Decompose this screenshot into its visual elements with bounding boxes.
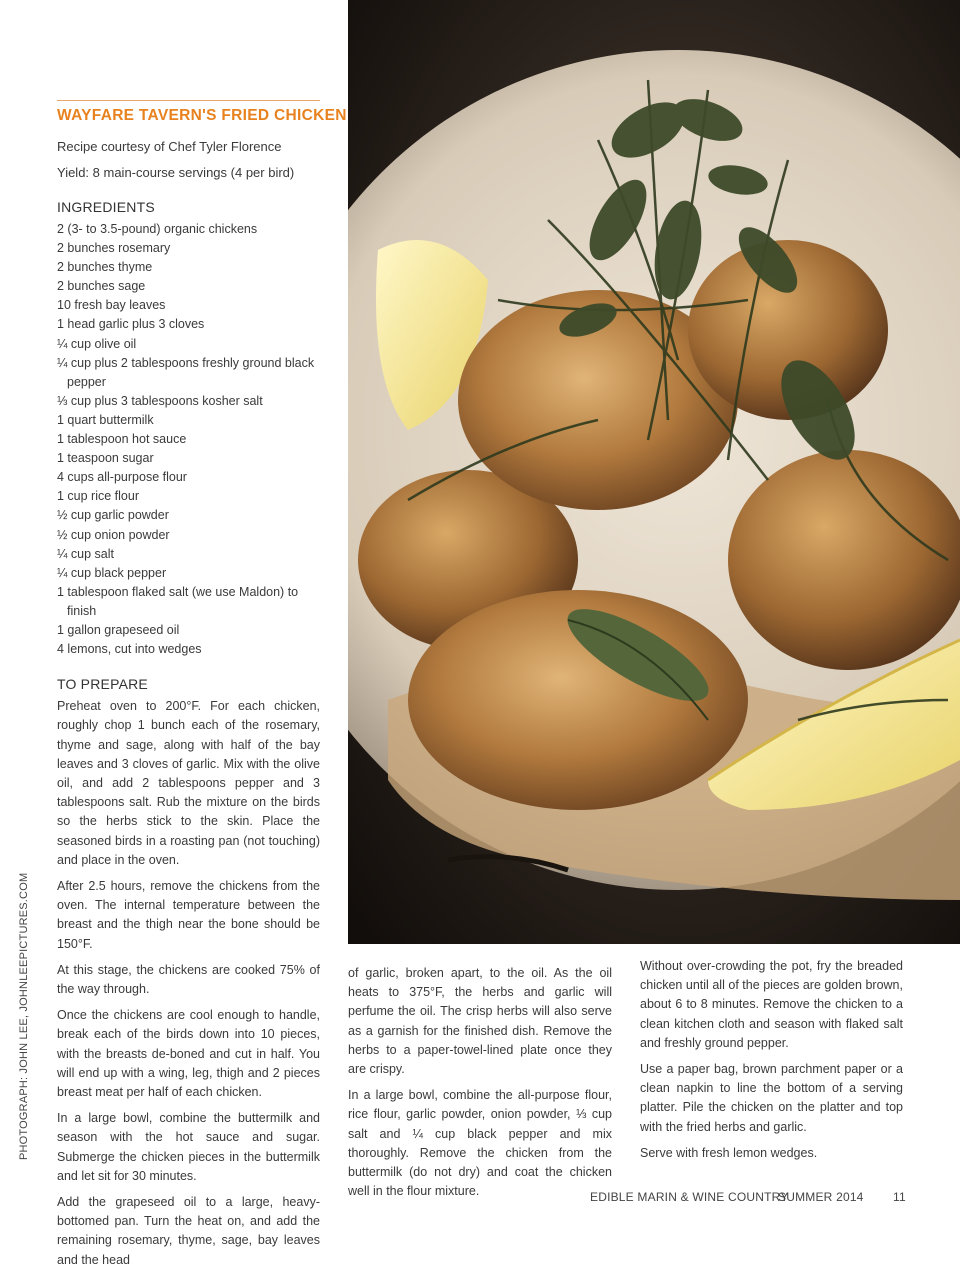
- ingredient-item: ¼ cup black pepper: [57, 565, 167, 580]
- step-paragraph: Preheat oven to 200°F. For each chicken, roughly chop 1 bunch each of the rosemary, thyme and sage, along with half of the bay leaves and 3 cloves of garlic. Mix with the olive oil, and add 2 tablespoons pepper and 3 tablespoons salt. Rub the mixture on the birds so the herbs stick to the skin. Place the seasoned birds in a roasting pan (not touching) and place in the oven.: [57, 699, 320, 867]
- title-rule: [57, 100, 320, 101]
- recipe-courtesy: Recipe courtesy of Chef Tyler Florence: [57, 139, 282, 154]
- ingredient-item: ¼ cup olive oil: [57, 336, 137, 351]
- step-paragraph: Use a paper bag, brown parchment paper or a clean napkin to line the bottom of a serving platter. Pile the chicken on the platter and top with the fried herbs and garlic.: [640, 1062, 903, 1134]
- ingredients-heading: INGREDIENTS: [57, 199, 155, 215]
- step-paragraph: Once the chickens are cool enough to handle, break each of the birds down into 10 pieces, with the breasts de-boned and cut in half. You will end up with a wing, leg, thigh and 2 pieces breast meat per half of each chicken.: [57, 1008, 320, 1100]
- ingredient-item: 1 tablespoon flaked salt (we use Maldon) to finish: [57, 584, 299, 618]
- ingredient-item: 1 head garlic plus 3 cloves: [57, 317, 205, 332]
- ingredient-item: 1 gallon grapeseed oil: [57, 622, 180, 637]
- ingredient-item: ½ cup garlic powder: [57, 508, 169, 523]
- ingredient-item: 1 cup rice flour: [57, 489, 139, 504]
- step-paragraph: of garlic, broken apart, to the oil. As the oil heats to 375°F, the herbs and garlic will perfume the oil. The crisp herbs will also serve as a garnish for the finished dish. Remove the herbs to a paper-towel-lined plate once they are crispy.: [348, 966, 612, 1077]
- ingredient-item: ¼ cup plus 2 tablespoons freshly ground black pepper: [57, 355, 315, 389]
- ingredient-item: ¼ cup salt: [57, 546, 114, 561]
- step-paragraph: Serve with fresh lemon wedges.: [640, 1145, 818, 1160]
- step-paragraph: Without over-crowding the pot, fry the breaded chicken until all of the pieces are golden brown, about 6 to 8 minutes. Remove the chicken to a clean kitchen cloth and season with flaked salt and freshly ground pepper.: [640, 959, 903, 1050]
- ingredient-item: 2 bunches rosemary: [57, 241, 171, 256]
- recipe-middle-column: [348, 964, 612, 1208]
- ingredient-item: 2 (3- to 3.5-pound) organic chickens: [57, 222, 258, 236]
- ingredient-item: 4 lemons, cut into wedges: [57, 642, 202, 657]
- ingredients-list: [57, 220, 320, 659]
- photo-credit: PHOTOGRAPH: JOHN LEE, JOHNLEEPICTURES.COM: [18, 872, 30, 1160]
- prepare-heading: TO PREPARE: [57, 676, 148, 693]
- ingredient-item: 2 bunches sage: [57, 279, 146, 294]
- ingredient-item: ⅓ cup plus 3 tablespoons kosher salt: [57, 393, 263, 408]
- fried-chicken-photo: [348, 0, 960, 944]
- ingredient-item: 1 teaspoon sugar: [57, 451, 154, 466]
- recipe-title: WAYFARE TAVERN'S FRIED CHICKEN: [57, 107, 347, 124]
- footer-issue: SUMMER 2014: [778, 1190, 864, 1204]
- page-number: 11: [893, 1190, 906, 1204]
- footer-publication: EDIBLE MARIN & WINE COUNTRY: [590, 1190, 789, 1204]
- step-paragraph: After 2.5 hours, remove the chickens from the oven. The internal temperature between the breast and the thigh near the bone should be 150°F.: [57, 878, 320, 951]
- ingredient-item: ½ cup onion powder: [57, 527, 170, 542]
- step-paragraph: Add the grapeseed oil to a large, heavy-bottomed pan. Turn the heat on, and add the remaining rosemary, thyme, sage, bay leaves and the head: [57, 1195, 320, 1267]
- ingredient-item: 1 tablespoon hot sauce: [57, 432, 187, 447]
- ingredient-item: 4 cups all-purpose flour: [57, 470, 187, 485]
- step-paragraph: At this stage, the chickens are cooked 75% of the way through.: [57, 962, 320, 996]
- recipe-yield: Yield: 8 main-course servings (4 per bird): [57, 165, 295, 180]
- ingredient-item: 10 fresh bay leaves: [57, 298, 166, 313]
- ingredient-item: 2 bunches thyme: [57, 260, 153, 275]
- recipe-left-column: [57, 100, 347, 1277]
- step-paragraph: In a large bowl, combine the all-purpose flour, rice flour, garlic powder, onion powder, ⅓ cup salt and ¼ cup black pepper and mix thoroughly. Remove the chicken from the buttermilk (do not dry) and coat the chicken well in the flour mixture.: [348, 1088, 612, 1199]
- recipe-right-column: [640, 957, 903, 1170]
- step-paragraph: In a large bowl, combine the buttermilk and season with the hot sauce and sugar. Submerge the chicken pieces in the buttermilk and let sit for 30 minutes.: [57, 1111, 320, 1183]
- ingredient-item: 1 quart buttermilk: [57, 412, 154, 427]
